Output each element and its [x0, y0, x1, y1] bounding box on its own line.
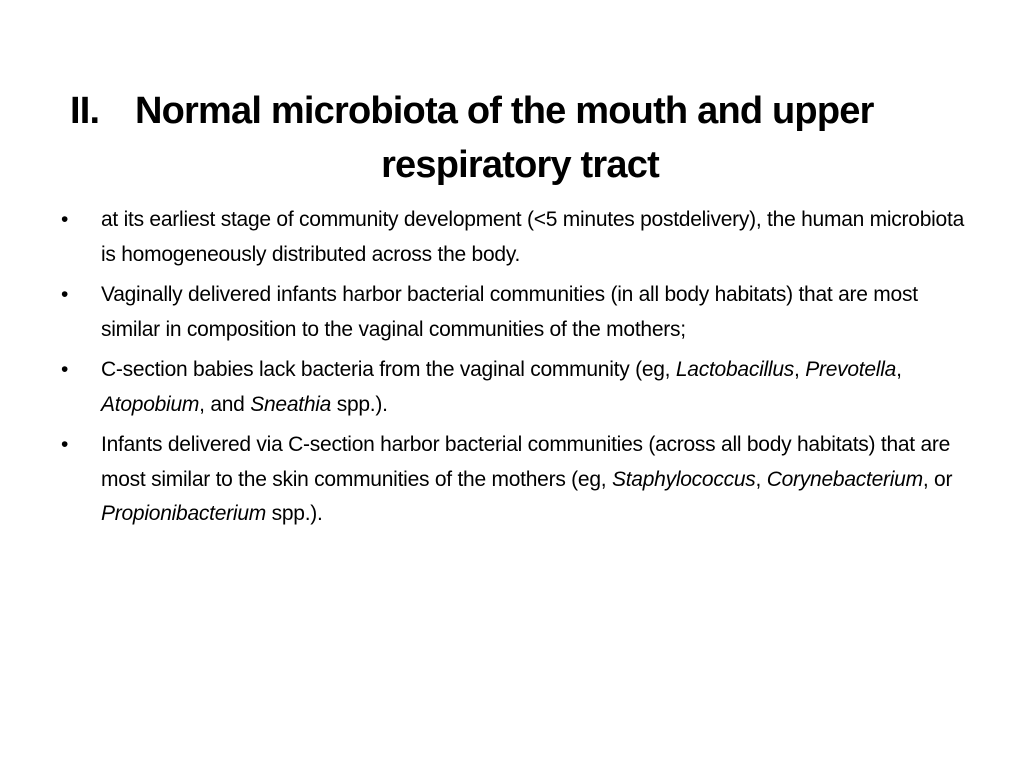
title-numeral: II.: [70, 90, 100, 132]
bullet-item-3: [60, 353, 970, 422]
bullet-text: , or: [922, 467, 953, 491]
bullet-text: C-section babies lack bacteria from the vaginal community (eg,: [101, 358, 676, 381]
bullet-list: [60, 203, 970, 538]
genus-name: Propionibacterium: [101, 502, 267, 525]
slide-title: [60, 84, 970, 192]
bullet-marker: •: [61, 433, 69, 456]
title-line-1: [60, 84, 970, 138]
title-text-line-1: Normal microbiota of the mouth and upper: [135, 90, 874, 132]
bullet-text: spp.).: [266, 502, 323, 525]
genus-name: Sneathia: [250, 392, 332, 416]
bullet-text: ,: [896, 358, 902, 381]
genus-name: Prevotella: [805, 358, 897, 381]
bullet-text: ,: [794, 358, 806, 381]
bullet-text: spp.).: [331, 392, 388, 416]
bullet-marker: •: [61, 283, 69, 306]
title-text-line-2: respiratory tract: [381, 144, 659, 186]
bullet-marker: •: [61, 208, 69, 231]
bullet-item-1: [60, 203, 970, 272]
bullet-text: Infants delivered via C-section harbor bacterial communities (across all body habitats) that are most similar to the skin communities of the mothers (eg,: [101, 433, 951, 491]
bullet-text: , and: [199, 392, 251, 416]
genus-name: Lactobacillus: [675, 358, 795, 381]
bullet-text: at its earliest stage of community development (<5 minutes postdelivery), the human microbiota is homogeneously distributed across the body.: [101, 208, 965, 266]
genus-name: Corynebacterium: [766, 467, 923, 491]
bullet-marker: •: [61, 358, 69, 381]
genus-name: Staphylococcus: [611, 467, 756, 491]
genus-name: Atopobium: [101, 392, 200, 416]
bullet-item-4: [60, 428, 970, 532]
bullet-text: ,: [755, 467, 767, 491]
bullet-text: Vaginally delivered infants harbor bacterial communities (in all body habitats) that are most similar in composition to the vaginal communities of the mothers;: [101, 283, 918, 341]
bullet-item-2: [60, 278, 970, 347]
